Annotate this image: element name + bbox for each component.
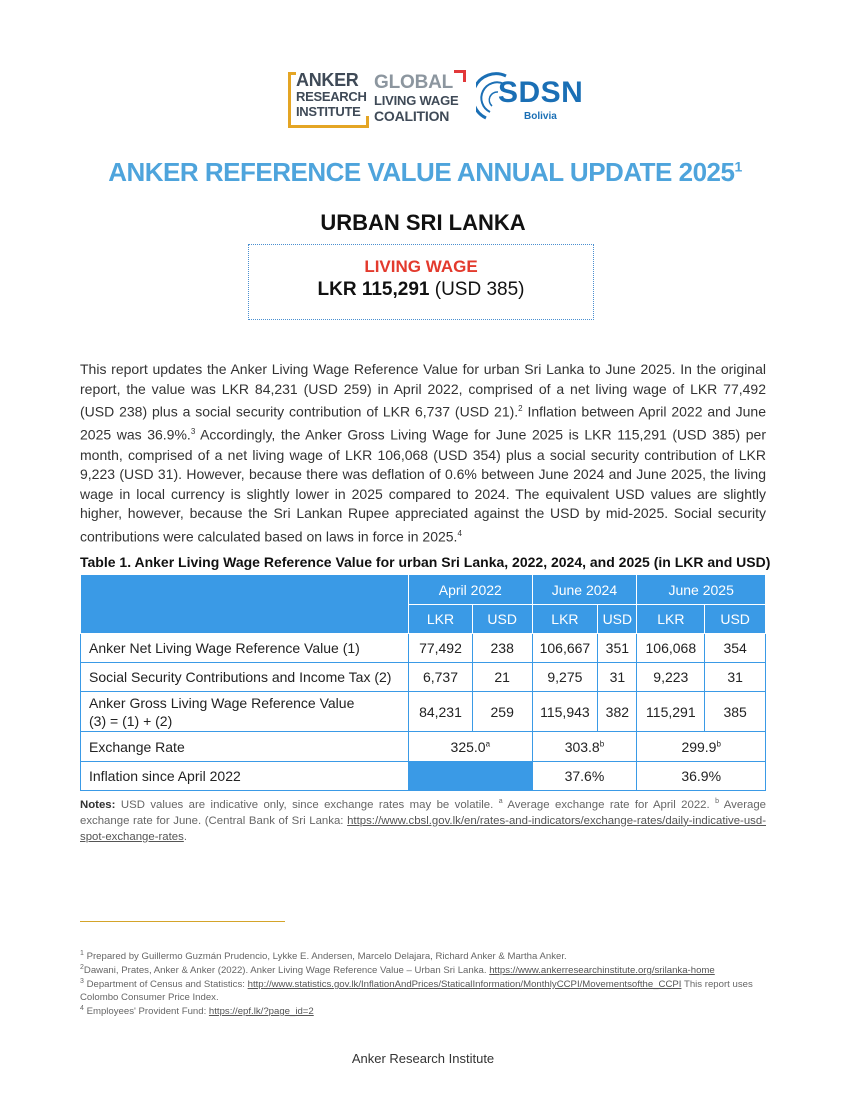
row-label xyxy=(81,692,409,732)
footnote-number: 2 xyxy=(80,964,84,971)
footnote-number: 4 xyxy=(80,1005,84,1012)
table-cell: 36.9% xyxy=(637,762,766,791)
currency-header: USD xyxy=(705,605,766,634)
notes-text: Average exchange rate for April 2022. xyxy=(502,798,716,811)
anker-logo-line3: INSTITUTE xyxy=(296,104,361,119)
row-label: Inflation since April 2022 xyxy=(81,762,409,791)
anker-logo-line2: RESEARCH xyxy=(296,89,367,104)
row-label: Exchange Rate xyxy=(81,732,409,762)
table-cell: 6,737 xyxy=(409,663,473,692)
table-cell: 77,492 xyxy=(409,634,473,663)
footnote-ref-2: 2 xyxy=(518,404,523,414)
footnote-text: Department of Census and Statistics: xyxy=(83,979,248,991)
row-label-line1: Anker Gross Living Wage Reference Value xyxy=(89,694,355,711)
currency-header: LKR xyxy=(409,605,473,634)
living-wage-label: LIVING WAGE xyxy=(364,257,478,276)
period-header: April 2022 xyxy=(409,575,532,605)
note-marker-a: a xyxy=(498,798,503,805)
table-cell: 21 xyxy=(472,663,532,692)
notes-text: Average exchange rate for June. (Central Bank of Sri Lanka: xyxy=(80,798,766,827)
table-row xyxy=(81,663,766,692)
footnote-3 xyxy=(80,975,766,1004)
footnote-text: This report uses Colombo Consumer Price Index. xyxy=(80,979,753,1004)
page-title xyxy=(0,157,850,188)
footnote-ref-4: 4 xyxy=(457,529,462,539)
cbsl-link[interactable]: https://www.cbsl.gov.lk/en/rates-and-indicators/exchange-rates/daily-indicative-usd-spot-exchange-rates xyxy=(80,814,766,843)
period-header: June 2025 xyxy=(637,575,766,605)
title-footnote-ref: 1 xyxy=(734,158,742,175)
table-row-exchange-rate xyxy=(81,732,766,762)
table-row-inflation xyxy=(81,762,766,791)
exchange-value: 325.0 xyxy=(450,738,486,755)
exchange-note-ref: b xyxy=(599,738,605,748)
currency-header: USD xyxy=(472,605,532,634)
row-label-line2: (3) = (1) + (2) xyxy=(89,712,173,729)
footnote-4 xyxy=(80,1002,766,1018)
table-cell xyxy=(637,732,766,762)
row-label: Social Security Contributions and Income Tax (2) xyxy=(81,663,409,692)
table-notes xyxy=(80,794,766,845)
sdsn-logo-name: SDSN xyxy=(498,76,584,109)
exchange-value: 303.8 xyxy=(564,738,600,755)
row-label: Anker Net Living Wage Reference Value (1) xyxy=(81,634,409,663)
page-subtitle: URBAN SRI LANKA xyxy=(320,210,526,235)
footnote-number: 3 xyxy=(80,978,84,985)
footnote-number: 1 xyxy=(80,950,84,957)
table-cell: 238 xyxy=(472,634,532,663)
anker-research-institute-logo xyxy=(288,72,366,128)
notes-text: . xyxy=(183,830,188,843)
glwc-logo-line1: GLOBAL xyxy=(374,72,454,93)
page-title-text: ANKER REFERENCE VALUE ANNUAL UPDATE 2025 xyxy=(108,157,735,187)
para-part1: This report updates the Anker Living Wage Reference Value for urban Sri Lanka to June 2025. In the original report, the value was LKR 84,231 (USD 259) in April 2022, comprised of a net living wage of LKR 77,492 (USD 238) plus a social security contribution of LKR 6,737 (USD 21). xyxy=(80,361,766,420)
sdsn-bolivia-logo xyxy=(476,70,586,128)
footnote-ref-3: 3 xyxy=(190,427,196,437)
statistics-ccpi-link[interactable]: http://www.statistics.gov.lk/InflationAndPrices/StaticalInformation/MonthlyCCPI/Movementsofthe_CCPI xyxy=(247,979,682,991)
glwc-logo-line2: LIVING WAGE xyxy=(374,93,459,108)
living-wage-lkr: LKR 115,291 xyxy=(317,279,430,300)
period-header: June 2024 xyxy=(532,575,637,605)
exchange-note-ref: a xyxy=(485,738,491,748)
table-caption: Table 1. Anker Living Wage Reference Value for urban Sri Lanka, 2022, 2024, and 2025 (in LKR and USD) xyxy=(80,554,771,570)
anker-srilanka-link[interactable]: https://www.ankerresearchinstitute.org/srilanka-home xyxy=(489,965,715,977)
table-cell: 9,275 xyxy=(532,663,598,692)
living-wage-box xyxy=(248,244,594,320)
notes-text: USD values are indicative only, since exchange rates may be volatile. xyxy=(115,798,499,811)
global-living-wage-coalition-logo xyxy=(374,74,464,128)
table-header-blank xyxy=(81,575,409,634)
living-wage-usd: (USD 385) xyxy=(429,279,525,300)
table-cell: 37.6% xyxy=(532,762,637,791)
logo-bar xyxy=(288,68,588,130)
table-row xyxy=(81,692,766,732)
table-cell: 31 xyxy=(705,663,766,692)
note-marker-b: b xyxy=(715,798,719,805)
footnote-divider xyxy=(80,921,285,922)
table-cell: 9,223 xyxy=(637,663,705,692)
table-cell: 31 xyxy=(598,663,637,692)
table-cell: 259 xyxy=(472,692,532,732)
table-header-periods xyxy=(81,575,766,605)
footnote-text: Prepared by Guillermo Guzmán Prudencio, Lykke E. Andersen, Marcelo Delajara, Richard Anker & Martha Anker. xyxy=(83,951,567,963)
exchange-value: 299.9 xyxy=(681,738,717,755)
table-cell: 106,667 xyxy=(532,634,598,663)
epf-link[interactable]: https://epf.lk/?page_id=2 xyxy=(208,1006,314,1018)
glwc-logo-line3: COALITION xyxy=(374,108,450,124)
anker-logo-line1: ANKER xyxy=(296,70,359,90)
table-cell: 382 xyxy=(598,692,637,732)
table-cell: 115,943 xyxy=(532,692,598,732)
footnote-text: Dawani, Prates, Anker & Anker (2022). Anker Living Wage Reference Value – Urban Sri Lanka. xyxy=(83,965,490,977)
currency-header: LKR xyxy=(637,605,705,634)
table-cell: 115,291 xyxy=(637,692,705,732)
currency-header: LKR xyxy=(532,605,598,634)
sdsn-logo-sub: Bolivia xyxy=(524,111,557,122)
living-wage-table xyxy=(80,574,766,791)
table-cell: 84,231 xyxy=(409,692,473,732)
table-cell: 351 xyxy=(598,634,637,663)
currency-header: USD xyxy=(598,605,637,634)
notes-label: Notes: xyxy=(80,798,116,811)
table-row xyxy=(81,634,766,663)
table-cell: 385 xyxy=(705,692,766,732)
para-part2: Inflation between April 2022 and June 2025 was 36.9%. xyxy=(80,403,766,444)
table-cell: 354 xyxy=(705,634,766,663)
table-cell xyxy=(532,732,637,762)
exchange-note-ref: b xyxy=(716,738,721,748)
para-part3: Accordingly, the Anker Gross Living Wage for June 2025 is LKR 115,291 (USD 385) per month, comprised of a net living wage of LKR 106,068 (USD 354) plus a social security contribution of LKR 9,223 (USD 31). However, because there was deflation of 0.6% between June 2024 and June 2025, the living wage in local currency is slightly lower in 2025 compared to 2024. The equivalent USD values are slightly higher, however, because the Sri Lankan Rupee appreciated against the USD by mid-2025. Social security contributions were calculated based on laws in force in 2025. xyxy=(80,427,767,545)
page-footer: Anker Research Institute xyxy=(351,1051,495,1066)
table-cell xyxy=(409,732,532,762)
living-wage-value xyxy=(249,279,593,301)
footnote-text: Employees' Provident Fund: xyxy=(83,1006,209,1018)
summary-paragraph xyxy=(80,360,766,547)
table-cell-blank xyxy=(409,762,532,791)
table-cell: 106,068 xyxy=(637,634,705,663)
